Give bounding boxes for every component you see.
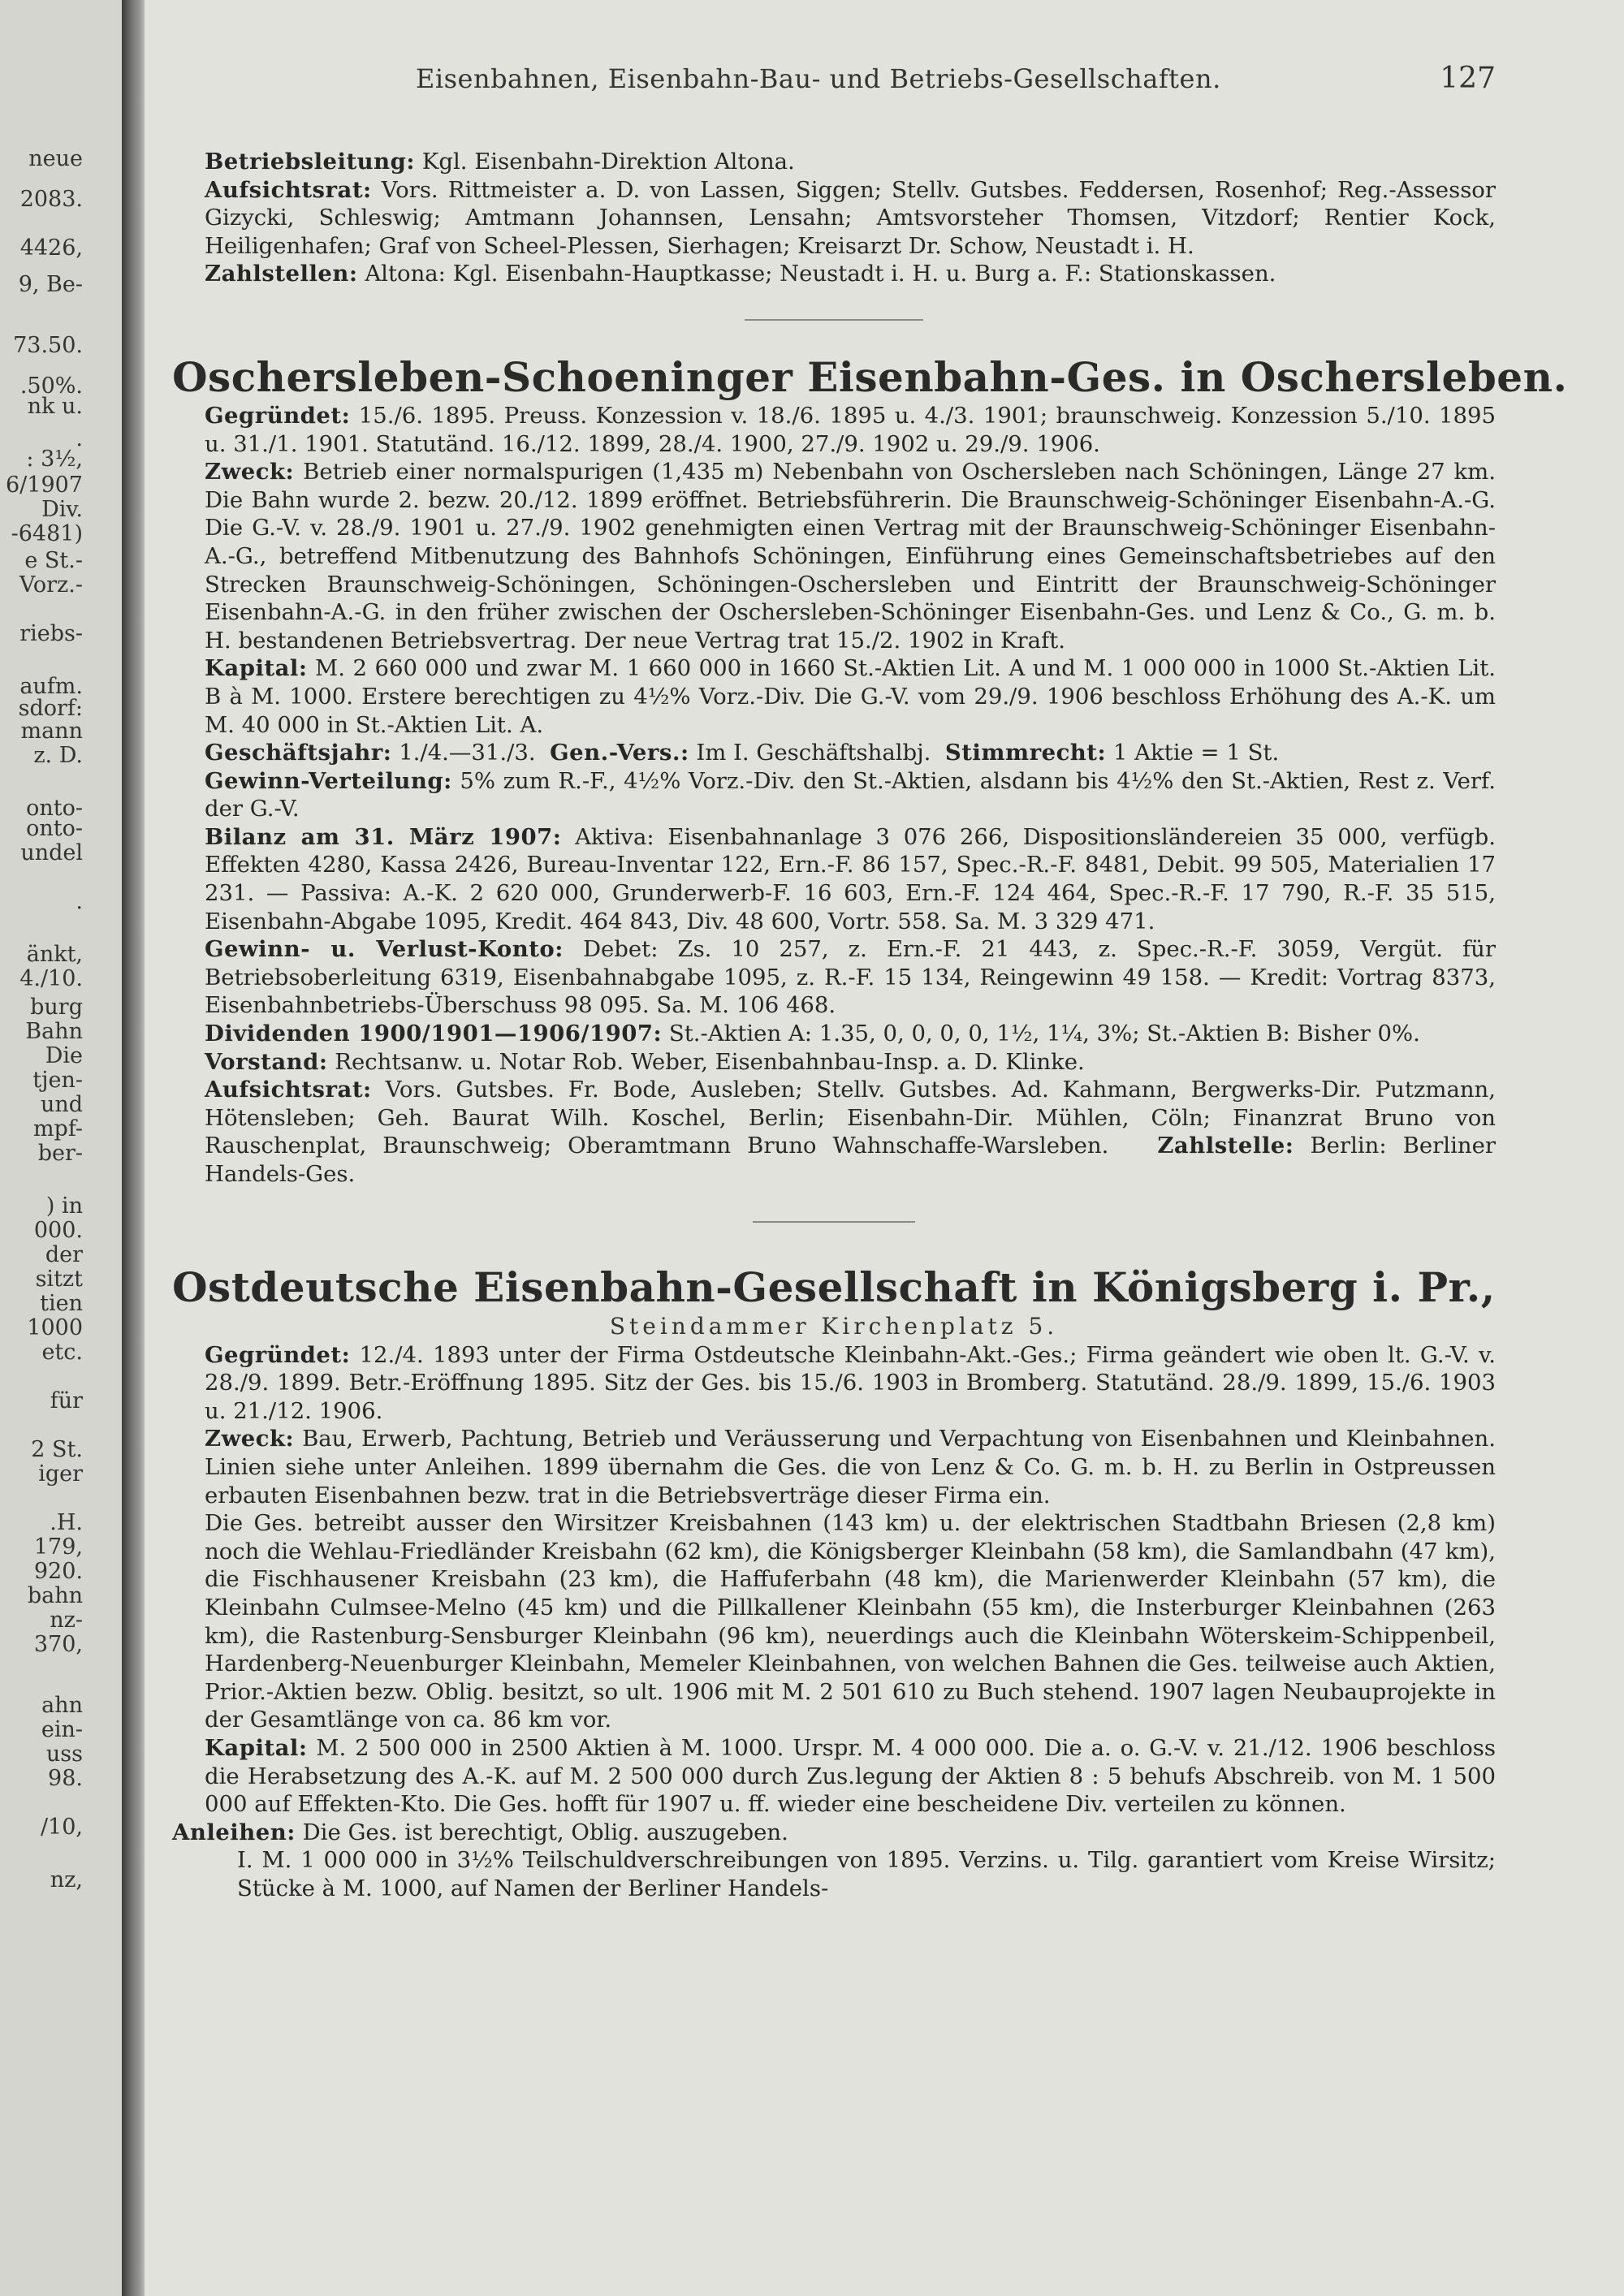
c1-zweck-label: Zweck:	[205, 459, 295, 486]
section-divider	[745, 319, 923, 321]
c1-zahlstelle-text: Berlin: Berliner Handels-Ges.	[205, 1133, 1496, 1187]
margin-fragment: Div.	[41, 497, 83, 522]
c2-kapital	[172, 1734, 1496, 1819]
margin-fragment: 73.50.	[13, 333, 83, 358]
margin-fragment: ber-	[37, 1141, 83, 1166]
margin-fragment: : 3½,	[26, 447, 83, 472]
c1-vorstand	[172, 1048, 1496, 1077]
c1-bilanz-text: Aktiva: Eisenbahnanlage 3 076 266, Dispositionsländereien 35 000, verfügb. Effekten 4280, Kassa 2426, Bureau-Inventar 122, Ern.-F. 86 157, Spec.-R.-F. 8481, Debit. 99 505, Materialien 17 231. — Passiva: A.-K. 2 620 000, Grunderwerb-F. 16 603, Ern.-F. 124 464, Spec.-R.-F. 17 790, R.-F. 35 515, Eisenbahn-Abgabe 1095, Kredit. 464 843, Div. 48 600, Vortr. 558. Sa. M. 3 329 471.	[205, 823, 1496, 934]
section-divider-2	[753, 1221, 915, 1223]
margin-fragment: /10,	[40, 1815, 83, 1840]
c2-betrieb: Die Ges. betreibt ausser den Wirsitzer Kreisbahnen (143 km) u. der elektrischen Stadtbahn Briesen (2,8 km) noch die Wehlau-Friedländer Kreisbahn (62 km), die Königsberger Kleinbahn (58 km), die Samlandbahn (47 km), die Fischhausener Kreisbahn (23 km), die Haffuferbahn (48 km), die Marienwerder Kleinbahn (57 km), die Kleinbahn Culmsee-Melno (45 km) und die Pillkallener Kleinbahn (55 km), die Insterburger Kleinbahnen (263 km), die Rastenburg-Sensburger Kleinbahn (96 km), neuerdings auch die Kleinbahn Wöterskeim-Schippenbeil, Hardenberg-Neuenburger Kleinbahn, Memeler Kleinbahnen, von welchen Bahnen die Ges. teilweise auch Aktien, Prior.-Aktien bezw. Oblig. besitzt, so ult. 1906 mit M. 2 501 610 zu Buch stehend. 1907 lagen Neubauprojekte in der Gesamtlänge von ca. 86 km vor.	[205, 1510, 1496, 1733]
c1-zweck	[172, 458, 1496, 654]
c1-aufsichtsrat	[172, 1076, 1496, 1188]
c1-gewinnverteilung	[172, 767, 1496, 823]
margin-fragment: Bahn	[25, 1019, 83, 1044]
margin-fragment: Die	[45, 1043, 83, 1068]
c1-stimmrecht-label: Stimmrecht:	[944, 740, 1107, 766]
c1-zweck-text: Betrieb einer normalspurigen (1,435 m) Nebenbahn von Oschersleben nach Schöningen, Länge 27 km. Die Bahn wurde 2. bezw. 20./12. 1899 eröffnet. Betriebsführerin. Die Braunschweig-Schöninger Eisenbahn-A.-G. Die G.-V. v. 28./9. 1901 u. 27./9. 1902 genehmigten einen Vertrag mit der Braunschweig-Schöninger Eisenbahn-A.-G., betreffend Mitbenutzung des Bahnhofs Schöningen, Einführung eines Gemeinschaftsbetriebes auf den Strecken Braunschweig-Schöningen, Schöningen-Oschersleben und Eintritt der Braunschweig-Schöninger Eisenbahn-A.-G. in den früher zwischen der Oschersleben-Schöninger Eisenbahn-Ges. und Lenz & Co., G. m. b. H. bestandenen Betriebsvertrag. Der neue Vertrag trat 15./2. 1902 in Kraft.	[205, 459, 1496, 654]
margin-fragment: mann	[20, 719, 83, 744]
c1-zahlstelle-label: Zahlstelle:	[1157, 1133, 1294, 1159]
company-title-ostdeutsche: Ostdeutsche Eisenbahn-Gesellschaft in Königsberg i. Pr.,	[172, 1262, 1496, 1311]
aufsichtsrat-text-top: Vors. Rittmeister a. D. von Lassen, Siggen; Stellv. Gutsbes. Feddersen, Rosenhof; Reg.-Assessor Gizycki, Schleswig; Amtmann Johannsen, Lensahn; Amtsvorsteher Thomsen, Vitzdorf; Rentier Kock, Heiligenhafen; Graf von Scheel-Plessen, Sierhagen; Kreisarzt Dr. Schow, Neustadt i. H.	[205, 176, 1497, 259]
c1-dividenden-label: Dividenden 1900/1901—1906/1907:	[205, 1021, 663, 1047]
c2-kapital-label: Kapital:	[205, 1734, 308, 1761]
margin-fragment: bahn	[27, 1583, 83, 1608]
c2-gegruendet-text: 12./4. 1893 unter der Firma Ostdeutsche Kleinbahn-Akt.-Ges.; Firma geändert wie oben lt. G.-V. v. 28./9. 1899. Betr.-Eröffnung 1895. Sitz der Ges. bis 15./6. 1903 in Bromberg. Statutänd. 28./9. 1899, 15./6. 1903 u. 21./12. 1906.	[205, 1341, 1496, 1424]
margin-fragment: 179,	[33, 1534, 83, 1560]
margin-fragment: uss	[45, 1741, 83, 1767]
c1-guv-text: Debet: Zs. 10 257, z. Ern.-F. 21 443, z. Spec.-R.-F. 3059, Vergüt. für Betriebsoberleitung 6319, Eisenbahnabgabe 1095, z. R.-F. 15 134, Reingewinn 49 158. — Kredit: Vortrag 8373, Eisenbahnbetriebs-Überschuss 98 095. Sa. M. 106 468.	[205, 936, 1496, 1019]
margin-fragment: Vorz.-	[19, 572, 83, 598]
margin-fragment: 920.	[33, 1559, 83, 1584]
margin-fragment: sdorf:	[18, 696, 83, 721]
c2-anleihe-I: I. M. 1 000 000 in 3½% Teilschuldverschreibungen von 1895. Verzins. u. Tilg. garantiert vom Kreise Wirsitz; Stücke à M. 1000, auf Namen der Berliner Handels-	[237, 1847, 1496, 1901]
margin-fragment: 2 St.	[31, 1437, 83, 1462]
margin-fragment: 2083.	[19, 187, 83, 212]
c1-bilanz-label: Bilanz am 31. März 1907:	[205, 823, 562, 850]
page-content	[172, 62, 1568, 1902]
zahlstellen-text: Altona: Kgl. Eisenbahn-Hauptkasse; Neustadt i. H. u. Burg a. F.: Stationskassen.	[365, 261, 1276, 287]
margin-fragment: riebs-	[19, 621, 83, 646]
c1-aufsichtsrat-text: Vors. Gutsbes. Fr. Bode, Ausleben; Stellv. Gutsbes. Ad. Kahmann, Bergwerks-Dir. Putzmann, Hötensleben; Geh. Baurat Wilh. Koschel, Berlin; Eisenbahn-Dir. Mühlen, Cöln; Finanzrat Bruno von Rauschenplat, Braunschweig; Oberamtmann Bruno Wahnschaffe-Warsleben.	[205, 1077, 1496, 1159]
c1-dividenden-text: St.-Aktien A: 1.35, 0, 0, 0, 0, 1½, 1¼, 3%; St.-Aktien B: Bisher 0%.	[668, 1021, 1420, 1047]
margin-fragment: mpf-	[32, 1116, 83, 1142]
betriebsleitung-entry	[172, 148, 1496, 176]
c1-gewinnverteilung-label: Gewinn-Verteilung:	[205, 767, 452, 794]
company-title-oschersleben: Oschersleben-Schoeninger Eisenbahn-Ges. in Oschersleben.	[172, 352, 1568, 401]
adjacent-page-margin	[0, 0, 122, 2296]
margin-fragment: und	[40, 1092, 83, 1117]
c1-genvers-label: Gen.-Vers.:	[550, 740, 689, 766]
c1-genvers-text: Im I. Geschäftshalbj.	[696, 740, 931, 766]
margin-fragment: iger	[38, 1461, 83, 1487]
margin-fragment: sitzt	[35, 1267, 83, 1292]
c1-gegruendet-label: Gegründet:	[205, 402, 351, 429]
c1-dividenden	[172, 1020, 1496, 1048]
page-fold-shadow	[122, 0, 145, 2296]
company-address: Steindammer Kirchenplatz 5.	[609, 1312, 1059, 1340]
margin-fragment: -6481)	[11, 521, 83, 546]
margin-fragment: nk u.	[27, 394, 83, 419]
c2-zweck-text: Bau, Erwerb, Pachtung, Betrieb und Veräusserung und Verpachtung von Eisenbahnen und Kleinbahnen. Linien siehe unter Anleihen. 1899 übernahm die Ges. die von Lenz & Co. G. m. b. H. zu Berlin in Ostpreussen erbauten Eisenbahnen bezw. trat in die Betriebsverträge dieser Firma ein.	[205, 1426, 1496, 1508]
c1-vorstand-label: Vorstand:	[205, 1048, 328, 1075]
c2-anleihen-label: Anleihen:	[172, 1819, 296, 1845]
margin-fragment: 4./10.	[19, 966, 83, 991]
margin-fragment: etc.	[41, 1340, 83, 1365]
margin-fragment: änkt,	[26, 942, 83, 967]
margin-fragment: tien	[40, 1291, 83, 1316]
c1-kapital	[172, 654, 1496, 739]
margin-fragment: 6/1907	[6, 473, 83, 498]
running-title: Eisenbahnen, Eisenbahn-Bau- und Betriebs-Gesellschaften.	[416, 63, 1221, 94]
margin-fragment: .50%.	[19, 373, 83, 399]
c2-kapital-text: M. 2 500 000 in 2500 Aktien à M. 1000. Urspr. M. 4 000 000. Die a. o. G.-V. v. 21./12. 1906 beschloss die Herabsetzung des A.-K. auf M. 2 500 000 durch Zus.legung der Aktien 8 : 5 behufs Abschreib. von M. 1 500 000 auf Effekten-Kto. Die Ges. hofft für 1907 u. ff. wieder eine bescheidene Div. verteilen zu können.	[205, 1734, 1496, 1818]
c2-anleihen-text: Die Ges. ist berechtigt, Oblig. auszugeben.	[302, 1819, 788, 1845]
margin-fragment: 370,	[33, 1632, 83, 1657]
c1-vorstand-text: Rechtsanw. u. Notar Rob. Weber, Eisenbahnbau-Insp. a. D. Klinke.	[335, 1048, 1085, 1075]
c1-gewinn-verlust	[172, 935, 1496, 1020]
margin-fragment: .H.	[50, 1510, 83, 1535]
c1-kapital-text: M. 2 660 000 und zwar M. 1 660 000 in 1660 St.-Aktien Lit. A und M. 1 000 000 in 1000 St.-Aktien Lit. B à M. 1000. Erstere berechtigen zu 4½% Vorz.-Div. Die G.-V. vom 29./9. 1906 beschloss Erhöhung des A.-K. um M. 40 000 in St.-Aktien Lit. A.	[205, 655, 1496, 738]
c1-geschaeftsjahr-text: 1./4.—31./3.	[399, 740, 536, 766]
margin-fragment: der	[45, 1242, 83, 1267]
c2-gegruendet-label: Gegründet:	[205, 1341, 351, 1368]
aufsichtsrat-label-top: Aufsichtsrat:	[205, 176, 372, 203]
zahlstellen-entry	[172, 260, 1496, 288]
margin-fragment: burg	[30, 995, 83, 1020]
betriebsleitung-text: Kgl. Eisenbahn-Direktion Altona.	[421, 149, 795, 175]
c1-geschaeftsjahr-label: Geschäftsjahr:	[205, 740, 392, 766]
c1-aufsichtsrat-label: Aufsichtsrat:	[205, 1077, 372, 1103]
margin-fragment: neue	[28, 146, 83, 171]
margin-fragment: .	[76, 426, 83, 451]
c1-gegruendet-text: 15./6. 1895. Preuss. Konzession v. 18./6. 1895 u. 4./3. 1901; braunschweig. Konzession 5./10. 1895 u. 31./1. 1901. Statutänd. 16./12. 1899, 28./4. 1900, 27./9. 1902 u. 29./9. 1906.	[205, 402, 1496, 457]
margin-fragment: ) in	[45, 1193, 83, 1219]
margin-fragment: 1000	[27, 1315, 83, 1340]
c1-kapital-label: Kapital:	[205, 655, 308, 682]
margin-fragment: nz-	[50, 1608, 83, 1633]
margin-fragment: onto-	[26, 796, 83, 821]
margin-fragment: e St.-	[24, 548, 83, 573]
margin-fragment: undel	[20, 840, 83, 865]
c2-anleihen	[172, 1819, 1496, 1847]
zahlstellen-label: Zahlstellen:	[205, 261, 358, 287]
c1-gewinnverteilung-text: 5% zum R.-F., 4½% Vorz.-Div. den St.-Aktien, alsdann bis 4½% den St.-Aktien, Rest z. Verf. der G.-V.	[205, 767, 1496, 822]
margin-fragment: .	[76, 889, 83, 914]
betriebsleitung-label: Betriebsleitung:	[205, 149, 416, 175]
margin-fragment: z. D.	[33, 743, 83, 768]
page-number: 127	[1440, 62, 1496, 95]
aufsichtsrat-entry-top	[172, 176, 1496, 261]
c1-gegruendet	[172, 402, 1496, 458]
c2-zweck-label: Zweck:	[205, 1426, 295, 1452]
margin-fragment: tjen-	[32, 1068, 83, 1093]
c2-gegruendet	[172, 1341, 1496, 1426]
margin-fragment: nz,	[50, 1867, 83, 1892]
margin-fragment: ein-	[41, 1717, 83, 1742]
margin-fragment: 4426,	[19, 235, 83, 261]
margin-fragment: 9, Be-	[18, 272, 83, 297]
margin-fragment: ahn	[41, 1693, 83, 1718]
c2-zweck	[172, 1425, 1496, 1509]
c1-guv-label: Gewinn- u. Verlust-Konto:	[205, 936, 564, 963]
margin-fragment: onto-	[26, 816, 83, 841]
margin-fragment: 98.	[48, 1766, 83, 1791]
c1-bilanz	[172, 823, 1496, 935]
running-header	[172, 62, 1496, 106]
margin-fragment: aufm.	[19, 674, 83, 699]
c1-geschaeftsjahr-line	[172, 739, 1496, 767]
margin-fragment: für	[50, 1388, 83, 1413]
margin-fragment: 000.	[33, 1218, 83, 1243]
c1-stimmrecht-text: 1 Aktie = 1 St.	[1112, 740, 1280, 766]
